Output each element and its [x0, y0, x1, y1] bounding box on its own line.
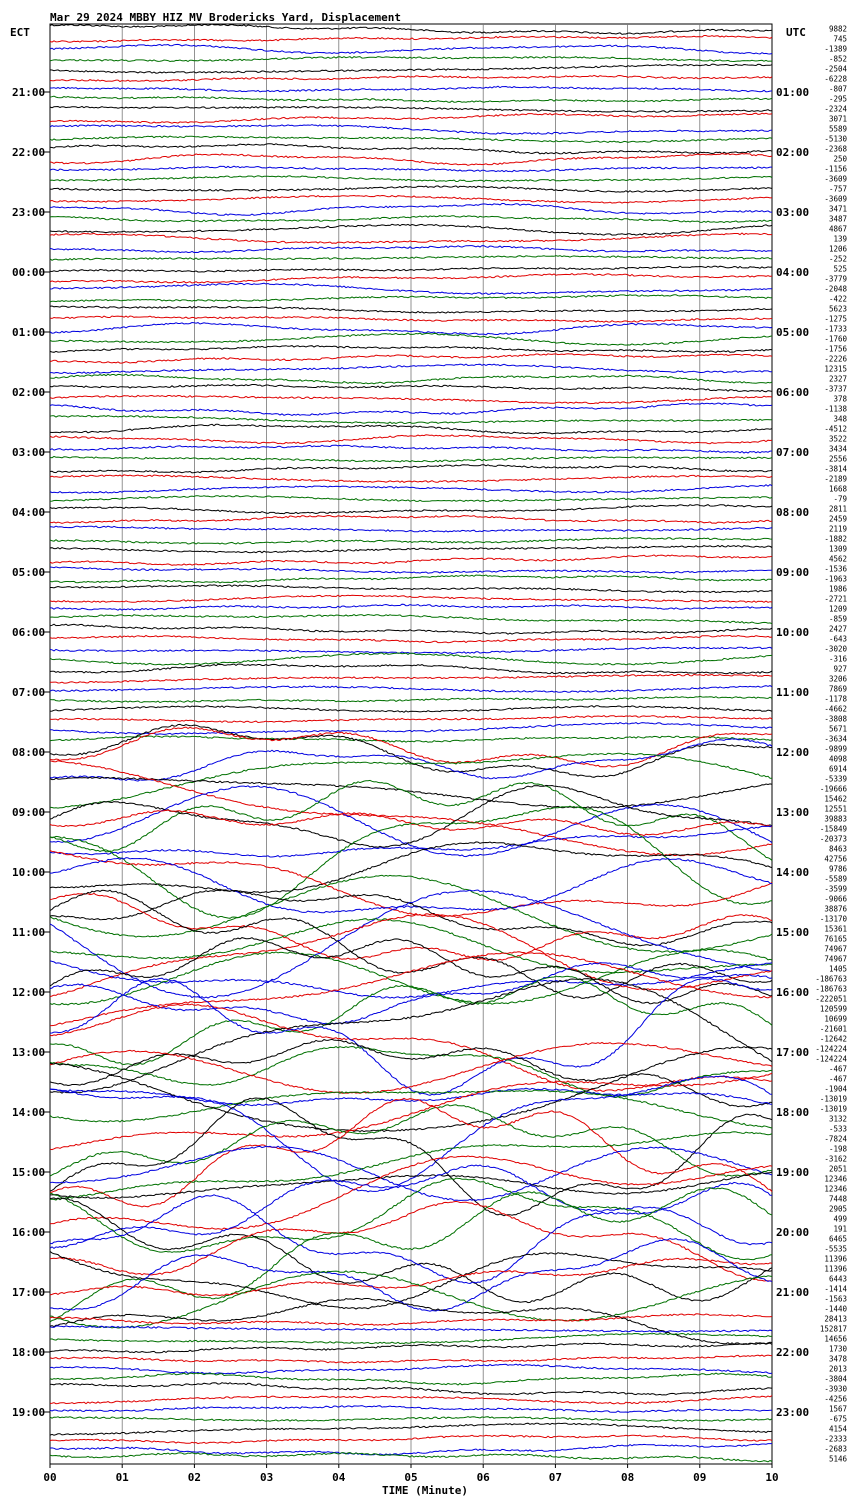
trace-offset-label: -859 — [828, 614, 847, 624]
trace-offset-label: -3779 — [824, 274, 847, 284]
right-hour-label: 06:00 — [776, 386, 810, 399]
right-hour-label: 17:00 — [776, 1046, 810, 1059]
left-hour-label: 17:00 — [12, 1286, 46, 1299]
left-hour-label: 04:00 — [12, 506, 46, 519]
left-hour-labels — [12, 86, 50, 1419]
trace-offset-label: -5589 — [824, 874, 847, 884]
trace-offset-label: 15462 — [824, 794, 847, 804]
trace-offset-label: 378 — [833, 394, 847, 404]
trace-offset-label: 7869 — [828, 684, 847, 694]
right-hour-labels — [776, 86, 809, 1419]
trace-offset-label: 1567 — [828, 1404, 847, 1414]
trace-offset-label: 8463 — [828, 844, 847, 854]
trace-offset-label: -3162 — [824, 1154, 847, 1164]
right-hour-label: 22:00 — [776, 1346, 810, 1359]
x-tick-label: 00 — [43, 1471, 57, 1484]
trace-offset-label: -2189 — [824, 474, 847, 484]
trace-offset-label: 525 — [833, 264, 847, 274]
trace-offset-labels — [815, 25, 847, 1464]
left-timezone-label: ECT — [10, 26, 30, 39]
left-hour-label: 12:00 — [12, 986, 46, 999]
trace-offset-label: 12346 — [824, 1174, 847, 1184]
trace-offset-label: -9899 — [824, 744, 847, 754]
left-hour-label: 14:00 — [12, 1106, 46, 1119]
trace-offset-label: -5339 — [824, 774, 847, 784]
left-hour-label: 02:00 — [12, 386, 46, 399]
trace-offset-label: -20373 — [819, 834, 847, 844]
right-hour-label: 04:00 — [776, 266, 810, 279]
trace-offset-label: -1178 — [824, 694, 847, 704]
right-timezone-label: UTC — [786, 26, 806, 39]
trace-offset-label: 42756 — [824, 854, 847, 864]
trace-offset-label: -19666 — [819, 784, 847, 794]
right-hour-label: 23:00 — [776, 1406, 810, 1419]
right-hour-label: 18:00 — [776, 1106, 810, 1119]
trace-offset-label: -222051 — [815, 994, 847, 1004]
trace-offset-label: 28413 — [824, 1314, 847, 1324]
trace-offset-label: 5671 — [828, 724, 847, 734]
trace-offset-label: 39883 — [824, 814, 847, 824]
trace-offset-label: -3930 — [824, 1384, 847, 1394]
trace-offset-label: -1440 — [824, 1304, 847, 1314]
trace-offset-label: 5589 — [828, 124, 847, 134]
trace-offset-label: 3478 — [828, 1354, 847, 1364]
x-tick-label: 08 — [620, 1471, 635, 1484]
left-hour-label: 08:00 — [12, 746, 46, 759]
trace-offset-label: -5130 — [824, 134, 847, 144]
trace-offset-label: -316 — [828, 654, 847, 664]
trace-offset-label: -3808 — [824, 714, 847, 724]
chart-title: Mar 29 2024 MBBY HIZ MV Brodericks Yard, Displacement — [50, 11, 401, 24]
right-hour-label: 15:00 — [776, 926, 810, 939]
left-hour-label: 10:00 — [12, 866, 46, 879]
x-tick-labels — [43, 1464, 778, 1484]
right-hour-label: 05:00 — [776, 326, 810, 339]
trace-offset-label: 7448 — [828, 1194, 847, 1204]
trace-offset-label: 5623 — [828, 304, 847, 314]
x-axis-label: TIME (Minute) — [381, 1484, 469, 1497]
trace-offset-label: 3471 — [828, 204, 847, 214]
left-hour-label: 05:00 — [12, 566, 46, 579]
trace-offset-label: 14656 — [824, 1334, 847, 1344]
trace-offset-label: 1209 — [828, 604, 847, 614]
right-hour-label: 08:00 — [776, 506, 810, 519]
trace-offset-label: -252 — [828, 254, 847, 264]
trace-offset-label: -198 — [828, 1144, 847, 1154]
trace-offset-label: 3132 — [828, 1114, 847, 1124]
trace-offset-label: -6228 — [824, 74, 847, 84]
trace-offset-label: -1904 — [824, 1084, 847, 1094]
trace-offset-label: -124224 — [815, 1044, 847, 1054]
left-hour-label: 15:00 — [12, 1166, 46, 1179]
trace-offset-label: 927 — [833, 664, 847, 674]
trace-offset-label: 3071 — [828, 114, 847, 124]
trace-offset-label: 4098 — [828, 754, 847, 764]
trace-offset-label: -13019 — [819, 1094, 847, 1104]
trace-offset-label: 745 — [833, 34, 847, 44]
trace-offset-label: 2119 — [828, 524, 847, 534]
trace-offset-label: 12315 — [824, 364, 847, 374]
trace-offset-label: 1668 — [828, 484, 847, 494]
x-tick-label: 01 — [115, 1471, 129, 1484]
right-hour-label: 03:00 — [776, 206, 810, 219]
trace-offset-label: 3487 — [828, 214, 847, 224]
trace-offset-label: -3634 — [824, 734, 847, 744]
trace-offset-label: -3609 — [824, 194, 847, 204]
trace-offset-label: -15849 — [819, 824, 847, 834]
trace-offset-label: 9882 — [828, 24, 847, 34]
right-hour-label: 01:00 — [776, 86, 810, 99]
trace-offset-label: -643 — [828, 634, 847, 644]
left-hour-label: 23:00 — [12, 206, 46, 219]
trace-offset-label: -1536 — [824, 564, 847, 574]
trace-offset-label: 348 — [833, 414, 847, 424]
trace-offset-label: 2327 — [828, 374, 847, 384]
right-hour-label: 16:00 — [776, 986, 810, 999]
trace-offset-label: -1138 — [824, 404, 847, 414]
right-hour-label: 11:00 — [776, 686, 810, 699]
trace-offset-label: 1206 — [828, 244, 847, 254]
trace-offset-label: -12642 — [819, 1034, 847, 1044]
right-hour-label: 13:00 — [776, 806, 810, 819]
trace-offset-label: -1760 — [824, 334, 847, 344]
trace-offset-label: -13019 — [819, 1104, 847, 1114]
trace-offset-label: -533 — [828, 1124, 847, 1134]
trace-offset-label: -1563 — [824, 1294, 847, 1304]
trace-offset-label: -2333 — [824, 1434, 847, 1444]
trace-offset-label: 1309 — [828, 544, 847, 554]
trace-offset-label: 12346 — [824, 1184, 847, 1194]
trace-offset-label: -4662 — [824, 704, 847, 714]
x-tick-label: 05 — [404, 1471, 418, 1484]
trace-offset-label: -1963 — [824, 574, 847, 584]
trace-offset-label: 4562 — [828, 554, 847, 564]
trace-offset-label: -1389 — [824, 44, 847, 54]
trace-offset-label: -13170 — [819, 914, 847, 924]
trace-offset-label: -2721 — [824, 594, 847, 604]
trace-offset-label: -1156 — [824, 164, 847, 174]
left-hour-label: 11:00 — [12, 926, 46, 939]
trace-offset-label: -5535 — [824, 1244, 847, 1254]
trace-offset-label: 74967 — [824, 944, 847, 954]
trace-offset-label: 6465 — [828, 1234, 847, 1244]
trace-offset-label: 2556 — [828, 454, 847, 464]
x-tick-label: 10 — [765, 1471, 779, 1484]
left-hour-label: 07:00 — [12, 686, 46, 699]
trace-offset-label: -807 — [828, 84, 847, 94]
trace-offset-label: 2013 — [828, 1364, 847, 1374]
trace-offset-label: -1275 — [824, 314, 847, 324]
trace-offset-label: 2811 — [828, 504, 847, 514]
left-hour-label: 06:00 — [12, 626, 46, 639]
x-tick-label: 03 — [259, 1471, 274, 1484]
trace-offset-label: -467 — [828, 1064, 847, 1074]
trace-offset-label: -3599 — [824, 884, 847, 894]
left-hour-label: 16:00 — [12, 1226, 46, 1239]
trace-offset-label: 6443 — [828, 1274, 847, 1284]
right-hour-label: 10:00 — [776, 626, 810, 639]
trace-offset-label: -2048 — [824, 284, 847, 294]
trace-offset-label: -295 — [828, 94, 847, 104]
x-tick-label: 02 — [187, 1471, 202, 1484]
trace-offset-label: -1756 — [824, 344, 847, 354]
trace-offset-label: -3814 — [824, 464, 847, 474]
x-tick-label: 09 — [693, 1471, 707, 1484]
left-hour-label: 13:00 — [12, 1046, 46, 1059]
right-hour-label: 19:00 — [776, 1166, 810, 1179]
right-hour-label: 14:00 — [776, 866, 810, 879]
trace-offset-label: -675 — [828, 1414, 847, 1424]
trace-offset-label: -4256 — [824, 1394, 847, 1404]
left-hour-label: 09:00 — [12, 806, 46, 819]
trace-offset-label: 38876 — [824, 904, 847, 914]
trace-offset-label: -1414 — [824, 1284, 847, 1294]
trace-offset-label: -186763 — [815, 984, 847, 994]
trace-offset-label: 3522 — [828, 434, 847, 444]
left-hour-label: 01:00 — [12, 326, 46, 339]
trace-offset-label: 1405 — [828, 964, 847, 974]
trace-offset-label: -7824 — [824, 1134, 847, 1144]
trace-offset-label: 2427 — [828, 624, 847, 634]
x-tick-label: 07 — [548, 1471, 563, 1484]
trace-offset-label: 2459 — [828, 514, 847, 524]
left-hour-label: 22:00 — [12, 146, 46, 159]
trace-offset-label: 1730 — [828, 1344, 847, 1354]
right-hour-label: 21:00 — [776, 1286, 810, 1299]
trace-offset-label: 191 — [833, 1224, 847, 1234]
trace-offset-label: 3206 — [828, 674, 847, 684]
left-hour-label: 18:00 — [12, 1346, 46, 1359]
trace-offset-label: -3804 — [824, 1374, 847, 1384]
trace-offset-label: -124224 — [815, 1054, 847, 1064]
left-hour-label: 03:00 — [12, 446, 46, 459]
trace-offset-label: -2504 — [824, 64, 847, 74]
trace-offset-label: 11396 — [824, 1254, 847, 1264]
trace-offset-label: 4867 — [828, 224, 847, 234]
trace-offset-label: -3737 — [824, 384, 847, 394]
right-hour-label: 02:00 — [776, 146, 810, 159]
left-hour-label: 00:00 — [12, 266, 46, 279]
trace-offset-label: 10699 — [824, 1014, 847, 1024]
trace-offset-label: 76165 — [824, 934, 847, 944]
minute-gridlines — [122, 24, 700, 1464]
trace-offset-label: 499 — [833, 1214, 847, 1224]
right-hour-label: 20:00 — [776, 1226, 810, 1239]
trace-offset-label: -852 — [828, 54, 847, 64]
x-tick-label: 06 — [476, 1471, 490, 1484]
trace-offset-label: 12551 — [824, 804, 847, 814]
trace-offset-label: -3609 — [824, 174, 847, 184]
trace-offset-label: -467 — [828, 1074, 847, 1084]
trace-offset-label: 152817 — [819, 1324, 847, 1334]
trace-offset-label: -4512 — [824, 424, 847, 434]
trace-offset-label: 15361 — [824, 924, 847, 934]
trace-offset-label: 5146 — [828, 1454, 847, 1464]
trace-offset-label: 9786 — [828, 864, 847, 874]
trace-offset-label: -1882 — [824, 534, 847, 544]
trace-offset-label: 3434 — [828, 444, 847, 454]
trace-offset-label: -2324 — [824, 104, 847, 114]
trace-offset-label: -79 — [833, 494, 847, 504]
right-hour-label: 12:00 — [776, 746, 810, 759]
trace-offset-label: -2683 — [824, 1444, 847, 1454]
left-hour-label: 19:00 — [12, 1406, 46, 1419]
trace-offset-label: -2226 — [824, 354, 847, 364]
trace-offset-label: 120599 — [819, 1004, 847, 1014]
trace-offset-label: 74967 — [824, 954, 847, 964]
trace-offset-label: 139 — [833, 234, 847, 244]
trace-offset-label: -186763 — [815, 974, 847, 984]
trace-offset-label: 250 — [833, 154, 847, 164]
right-hour-label: 07:00 — [776, 446, 810, 459]
trace-offset-label: 11396 — [824, 1264, 847, 1274]
trace-offset-label: 4154 — [828, 1424, 847, 1434]
trace-offset-label: 2051 — [828, 1164, 847, 1174]
trace-offset-label: -21601 — [819, 1024, 847, 1034]
trace-offset-label: -3020 — [824, 644, 847, 654]
trace-offset-label: -422 — [828, 294, 847, 304]
trace-offset-label: -9066 — [824, 894, 847, 904]
trace-offset-label: -1733 — [824, 324, 847, 334]
trace-offset-label: -2368 — [824, 144, 847, 154]
trace-offset-label: 2905 — [828, 1204, 847, 1214]
right-hour-label: 09:00 — [776, 566, 810, 579]
trace-offset-label: 6914 — [828, 764, 847, 774]
trace-offset-label: 1986 — [828, 584, 847, 594]
x-tick-label: 04 — [332, 1471, 346, 1484]
trace-offset-label: -757 — [828, 184, 847, 194]
left-hour-label: 21:00 — [12, 86, 46, 99]
